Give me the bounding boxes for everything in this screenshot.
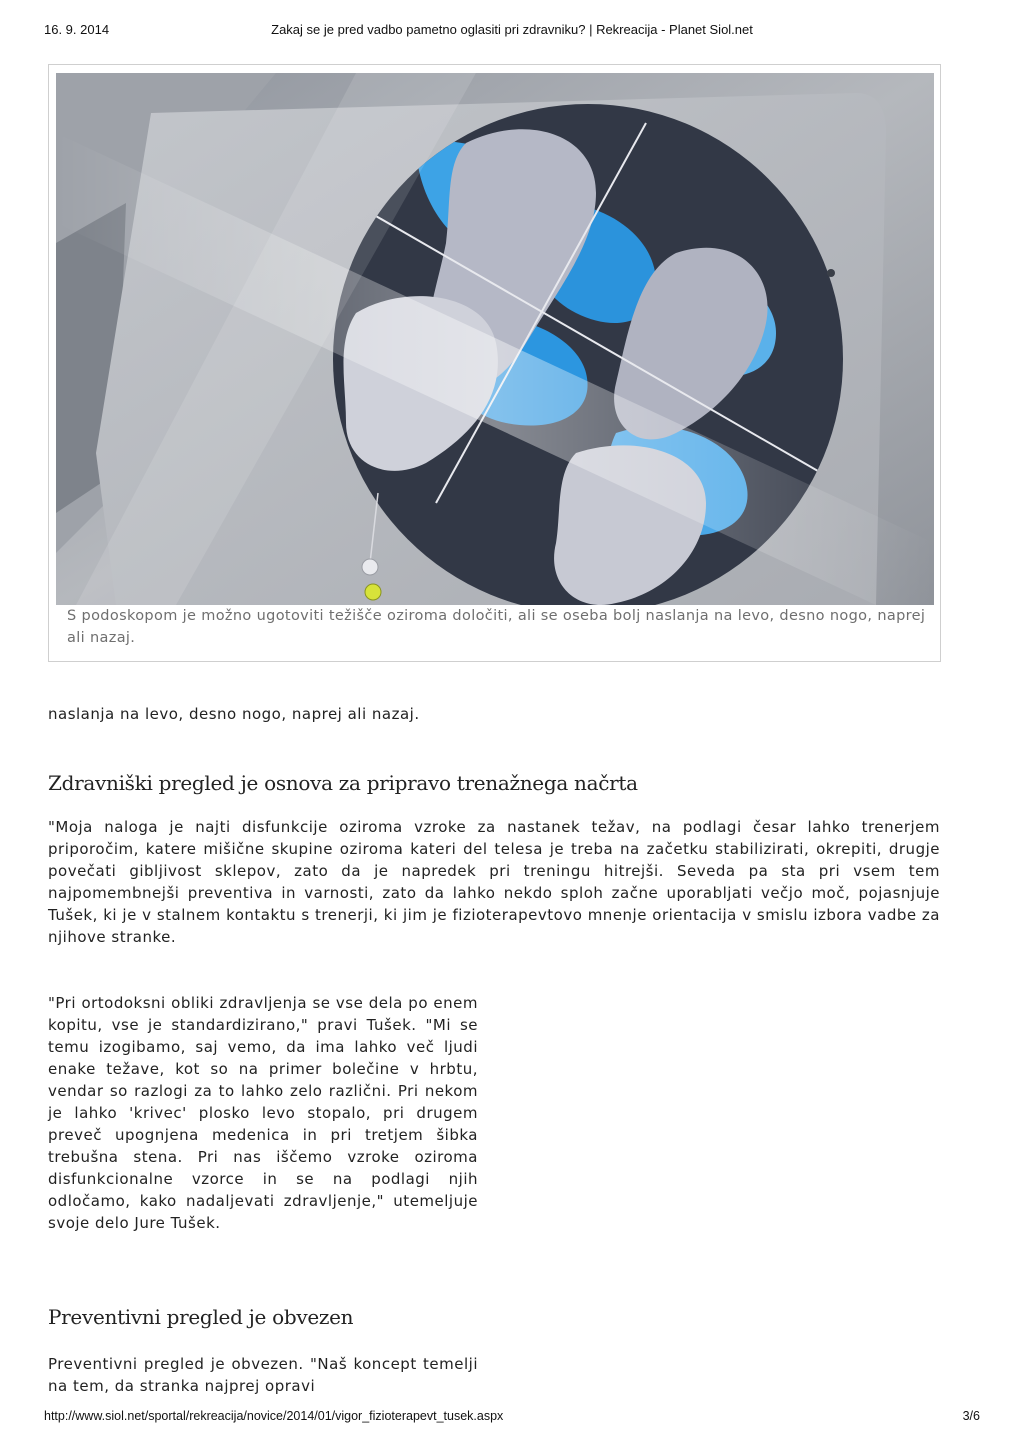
print-page-number: 3/6	[962, 1409, 980, 1423]
figure	[48, 64, 941, 662]
article-paragraph-3: Preventivni pregled je obvezen. "Naš koncept temelji na tem, da stranka najprej opravi	[48, 1355, 478, 1395]
print-footer	[44, 1409, 980, 1427]
article-paragraph-1: "Moja naloga je najti disfunkcije oziroma vzroke za nastanek težav, na podlagi česar lahko trenerjem priporočim, katere mišične skupine oziroma kateri del telesa je treba na začetku stabilizirati, okrepiti, drugje povečati gibljivost sklepov, zato da je napredek pri treningu hitrejši. Seveda pa sta pri vsem tem najpomembnejši preventiva in varnosti, zato da lahko nekdo sploh začne uporabljati večjo moč, pojasnjuje Tušek, ki je v stalnem kontaktu s trenerji, ki jim je fizioterapevtovo mnenje orientacija v smislu izbora vadbe za njihove stranke.	[48, 818, 940, 946]
print-page-title: Zakaj se je pred vadbo pametno oglasiti pri zdravniku? | Rekreacija - Planet Siol.net	[271, 22, 753, 37]
print-url: http://www.siol.net/sportal/rekreacija/novice/2014/01/vigor_fizioterapevt_tusek.aspx	[44, 1409, 504, 1423]
print-date: 16. 9. 2014	[44, 22, 110, 37]
figure-caption: S podoskopom je možno ugotoviti težišče oziroma določiti, ali se oseba bolj naslanja na levo, desno nogo, naprej ali nazaj.	[67, 608, 926, 646]
article-paragraph-2: "Pri ortodoksni obliki zdravljenja se vse dela po enem kopitu, vse je standardizirano," pravi Tušek. "Mi se temu izogibamo, saj vemo, da ima lahko več ljudi enake težave, kot so na primer bolečine v hrbtu, vendar so razlogi za to lahko zelo različni. Pri nekom je lahko 'krivec' plosko levo stopalo, pri drugem preveč upognjena medenica in pri tretjem šibka trebušna stena. Pri nas iščemo vzroke oziroma disfunkcionalne vzorce in se na podlagi njih odločamo, kako nadaljevati zdravljenje," utemeljuje svoje delo Jure Tušek.	[48, 994, 478, 1232]
article-continuation: naslanja na levo, desno nogo, naprej ali nazaj.	[48, 705, 420, 723]
podoscope-photo	[56, 73, 934, 605]
section-heading-2: Preventivni pregled je obvezen	[48, 1305, 354, 1329]
print-header	[44, 22, 980, 40]
section-heading-1: Zdravniški pregled je osnova za pripravo trenažnega načrta	[48, 771, 638, 795]
